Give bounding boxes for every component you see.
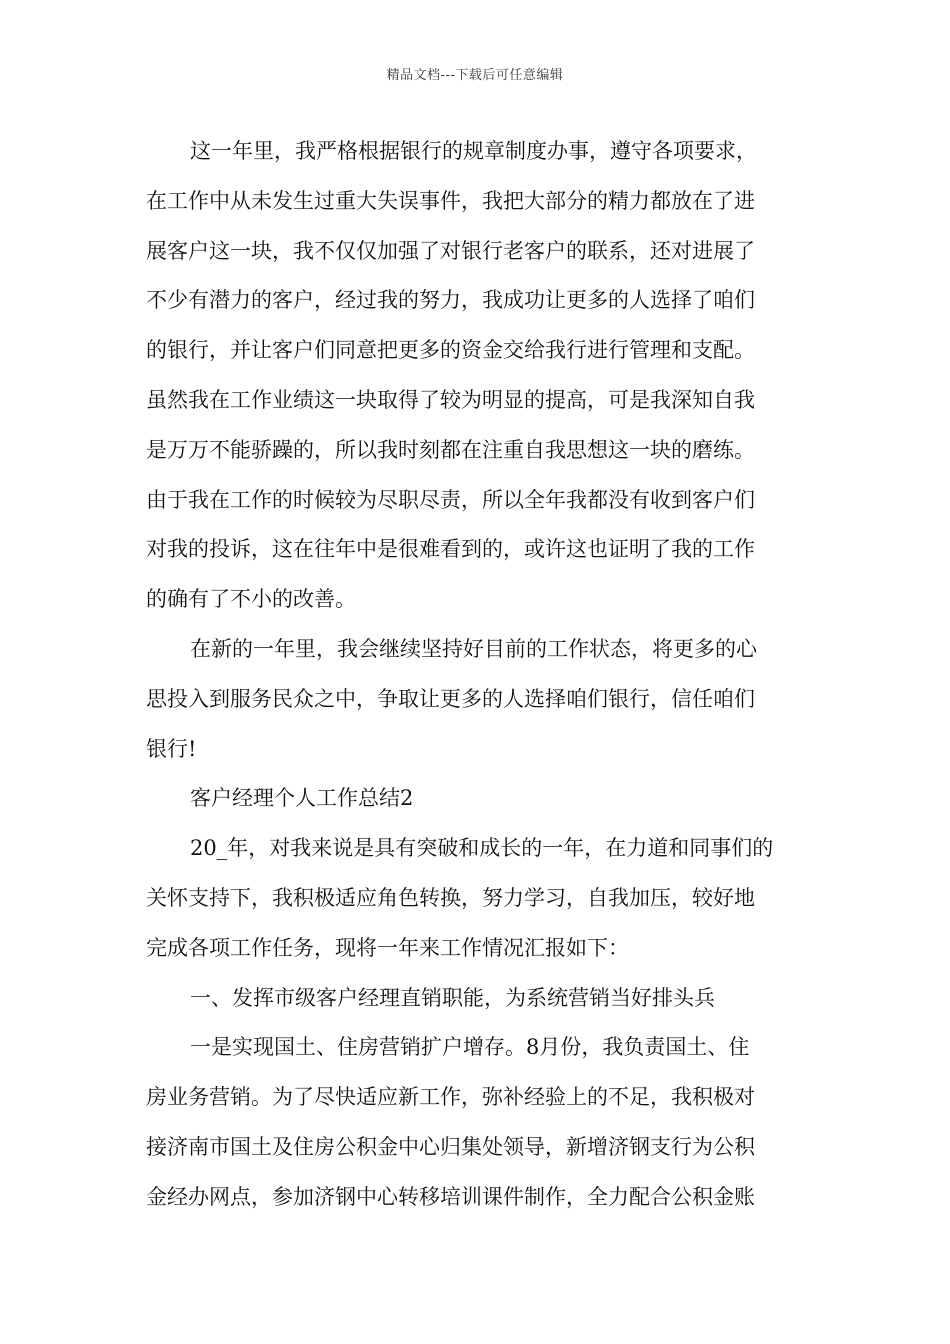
page-header: 精品文档---下载后可任意编辑 <box>386 68 564 83</box>
text-line: 展客户这一块，我不仅仅加强了对银行老客户的联系，还对进展了 <box>146 238 755 263</box>
text-line: 是万万不能骄躁的，所以我时刻都在注重自我思想这一块的磨练。 <box>146 437 755 462</box>
text-line: 金经办网点，参加济钢中心转移培训课件制作，全力配合公积金账 <box>146 1184 755 1209</box>
text-line: 虽然我在工作业绩这一块取得了较为明显的提高，可是我深知自我 <box>146 387 755 412</box>
text-line: 思投入到服务民众之中，争取让更多的人选择咱们银行，信任咱们 <box>146 686 755 711</box>
subsection-heading: 一、发挥市级客户经理直销职能，为系统营销当好排头兵 <box>190 985 715 1010</box>
document-body <box>146 127 810 1223</box>
text-line: 完成各项工作任务，现将一年来工作情况汇报如下： <box>146 935 629 960</box>
text-line: 对我的投诉，这在往年中是很难看到的，或许这也证明了我的工作 <box>146 537 755 562</box>
text-line: 在工作中从未发生过重大失误事件，我把大部分的精力都放在了进 <box>146 188 755 213</box>
text-line: 的银行，并让客户们同意把更多的资金交给我行进行管理和支配。 <box>146 338 755 363</box>
section-heading: 客户经理个人工作总结2 <box>190 786 414 811</box>
text-line: 银行! <box>146 736 197 761</box>
text-line: 关怀支持下，我积极适应角色转换，努力学习，自我加压，较好地 <box>146 885 755 910</box>
text-line: 接济南市国土及住房公积金中心归集处领导，新增济钢支行为公积 <box>146 1134 755 1159</box>
text-line: 在新的一年里，我会继续坚持好目前的工作状态，将更多的心 <box>190 636 757 661</box>
text-line: 一是实现国土、住房营销扩户增存。8月份，我负责国土、住 <box>190 1035 750 1060</box>
text-line: 这一年里，我严格根据银行的规章制度办事，遵守各项要求， <box>190 139 757 163</box>
text-line: 的确有了不小的改善。 <box>146 587 356 612</box>
text-line: 房业务营销。为了尽快适应新工作，弥补经验上的不足，我积极对 <box>146 1085 755 1110</box>
text-line: 不少有潜力的客户，经过我的努力，我成功让更多的人选择了咱们 <box>146 288 755 313</box>
text-line: 由于我在工作的时候较为尽职尽责，所以全年我都没有收到客户们 <box>146 487 755 512</box>
text-line: 20_年，对我来说是具有突破和成长的一年，在力道和同事们的 <box>190 836 774 861</box>
